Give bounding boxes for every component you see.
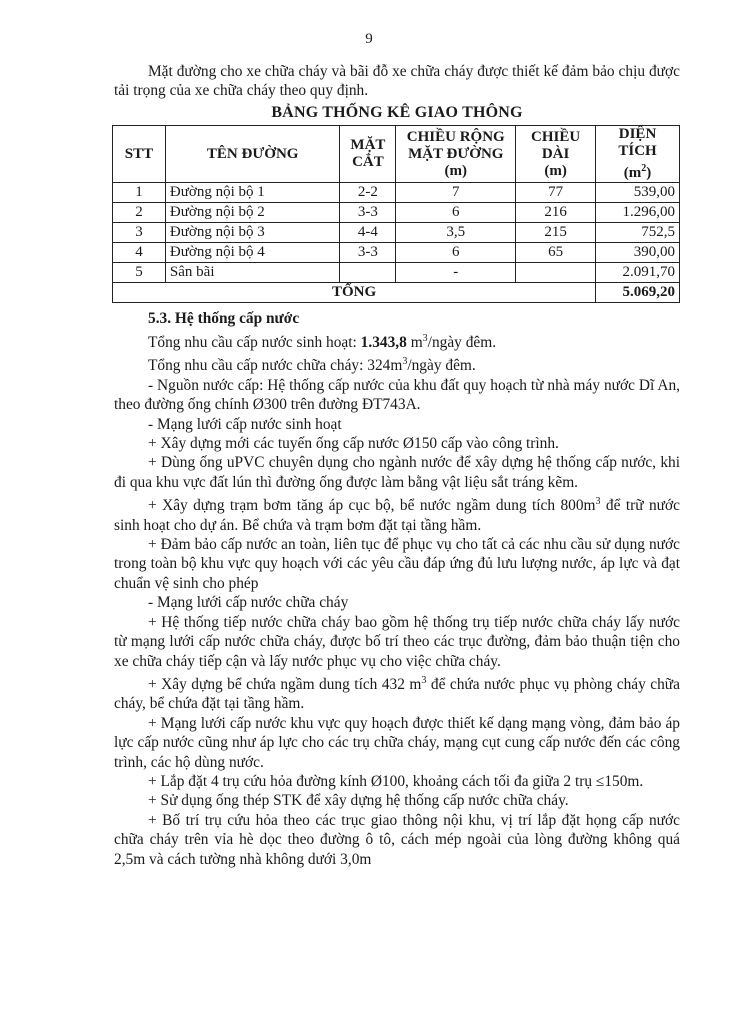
fire-item: + Bố trí trụ cứu hỏa theo các trục giao thông nội khu, vị trí lắp đặt họng cấp nước chữa cháy trên vỉa hè dọc theo đường ô tô, cách mép ngoài của lòng đường không quá 2,5m và cách tường nhà không dưới 3,0m: [114, 811, 680, 868]
cell-road-name: Đường nội bộ 3: [165, 223, 340, 243]
fire-item: + Hệ thống tiếp nước chữa cháy bao gồm hệ thống trụ tiếp nước chữa cháy lấy nước từ mạng lưới cấp nước chữa cháy, được bố trí theo các trục đường, đảm bảo thuận tiện cho xe chữa cháy tiếp cận và lấy nước phục vụ cho việc chữa cháy.: [114, 613, 680, 670]
table-header-row: [113, 126, 680, 183]
cell-cross-section: 4-4: [340, 223, 396, 243]
total-value: 5.069,20: [596, 283, 680, 303]
cell-stt: 5: [113, 263, 166, 283]
domestic-demand: Tổng nhu cầu cấp nước sinh hoạt: 1.343,8 $m^3$/ngày đêm.: [148, 332, 497, 351]
fire-item: + Xây dựng bể chứa ngầm dung tích 432 $m^3$ để chứa nước phục vụ phòng cháy chữa cháy, bể chứa đặt tại tầng hầm.: [114, 674, 680, 713]
cell-area: 539,00: [596, 183, 680, 203]
table-row: [113, 243, 680, 263]
domestic-item: + Đảm bảo cấp nước an toàn, liên tục để phục vụ cho tất cả các nhu cầu sử dụng nước trong toàn bộ khu vực quy hoạch với các yêu cầu đáp ứng đủ lưu lượng nước, áp lực và đạt chuẩn vệ sinh cho phép: [114, 536, 680, 592]
cell-road-name: Sân bãi: [165, 263, 340, 283]
domestic-item: + Dùng ống uPVC chuyên dụng cho ngành nước để xây dựng hệ thống cấp nước, khi đi qua khu vực đất lún thì đường ống được làm bằng vật liệu sắt tráng kẽm.: [114, 454, 680, 491]
water-source: - Nguồn nước cấp: Hệ thống cấp nước của khu đất quy hoạch từ nhà máy nước Dĩ An, theo đường ống chính Ø300 trên đường ĐT743A.: [114, 376, 680, 414]
section-heading: 5.3. Hệ thống cấp nước: [148, 310, 300, 328]
header-cross-section: MẶT CẮT: [340, 126, 396, 183]
cell-length: 65: [516, 243, 596, 263]
cell-road-name: Đường nội bộ 1: [165, 183, 340, 203]
header-stt: STT: [113, 126, 166, 183]
cell-stt: 1: [113, 183, 166, 203]
document-body: [114, 62, 680, 869]
total-label: TỔNG: [113, 283, 596, 303]
cell-stt: 3: [113, 223, 166, 243]
cell-length: 216: [516, 203, 596, 223]
header-length: CHIỀU DÀI (m): [516, 126, 596, 183]
cell-stt: 4: [113, 243, 166, 263]
table-row: [113, 183, 680, 203]
cell-length: 77: [516, 183, 596, 203]
cell-cross-section: [340, 263, 396, 283]
table-row: [113, 223, 680, 243]
table-row: [113, 263, 680, 283]
header-road-width: CHIỀU RỘNG MẶT ĐƯỜNG (m): [396, 126, 516, 183]
cell-road-width: 6: [396, 243, 516, 263]
cell-road-width: 3,5: [396, 223, 516, 243]
domestic-item: + Xây dựng mới các tuyến ống cấp nước Ø150 cấp vào công trình.: [148, 434, 559, 452]
cell-area: 2.091,70: [596, 263, 680, 283]
cell-area: 1.296,00: [596, 203, 680, 223]
cell-cross-section: 2-2: [340, 183, 396, 203]
fire-network-heading: - Mạng lưới cấp nước chữa cháy: [148, 594, 349, 612]
fire-item: + Sử dụng ống thép STK để xây dựng hệ thống cấp nước chữa cháy.: [148, 792, 569, 810]
domestic-network-heading: - Mạng lưới cấp nước sinh hoạt: [148, 415, 342, 433]
table-row: [113, 203, 680, 223]
cell-length: 215: [516, 223, 596, 243]
cell-stt: 2: [113, 203, 166, 223]
cell-road-width: -: [396, 263, 516, 283]
cell-road-name: Đường nội bộ 4: [165, 243, 340, 263]
cell-cross-section: 3-3: [340, 203, 396, 223]
intro-paragraph: Mặt đường cho xe chữa cháy và bãi đỗ xe chữa cháy được thiết kế đảm bảo chịu được tải trọng của xe chữa cháy theo quy định.: [114, 63, 680, 100]
cell-area: 752,5: [596, 223, 680, 243]
traffic-statistics-table: [112, 125, 680, 303]
cell-road-width: 6: [396, 203, 516, 223]
table-total-row: [113, 283, 680, 303]
header-road-name: TÊN ĐƯỜNG: [165, 126, 340, 183]
cell-road-name: Đường nội bộ 2: [165, 203, 340, 223]
fire-demand: Tổng nhu cầu cấp nước chữa cháy: $324m^3$/ngày đêm.: [148, 356, 476, 375]
cell-road-width: 7: [396, 183, 516, 203]
fire-item: + Lắp đặt 4 trụ cứu hỏa đường kính Ø100, khoảng cách tối đa giữa 2 trụ ≤150m.: [148, 773, 644, 791]
fire-item: + Mạng lưới cấp nước khu vực quy hoạch được thiết kế dạng mạng vòng, đảm bảo áp lực cấp nước cũng như áp lực cho các trụ chữa cháy, mạng cụt cung cấp nước đến các công trình, các hộ dùng nước.: [114, 714, 680, 771]
header-area: DIỆN TÍCH $(m^2)$: [596, 126, 680, 183]
domestic-item: + Xây dựng trạm bơm tăng áp cục bộ, bể nước ngầm dung tích $800m^3$ để trữ nước sinh hoạt cho dự án. Bể chứa và trạm bơm đặt tại tầng hầm.: [114, 496, 680, 534]
cell-length: [516, 263, 596, 283]
page-number: 9: [365, 31, 373, 47]
table-title: BẢNG THỐNG KÊ GIAO THÔNG: [271, 103, 523, 121]
cell-cross-section: 3-3: [340, 243, 396, 263]
cell-area: 390,00: [596, 243, 680, 263]
